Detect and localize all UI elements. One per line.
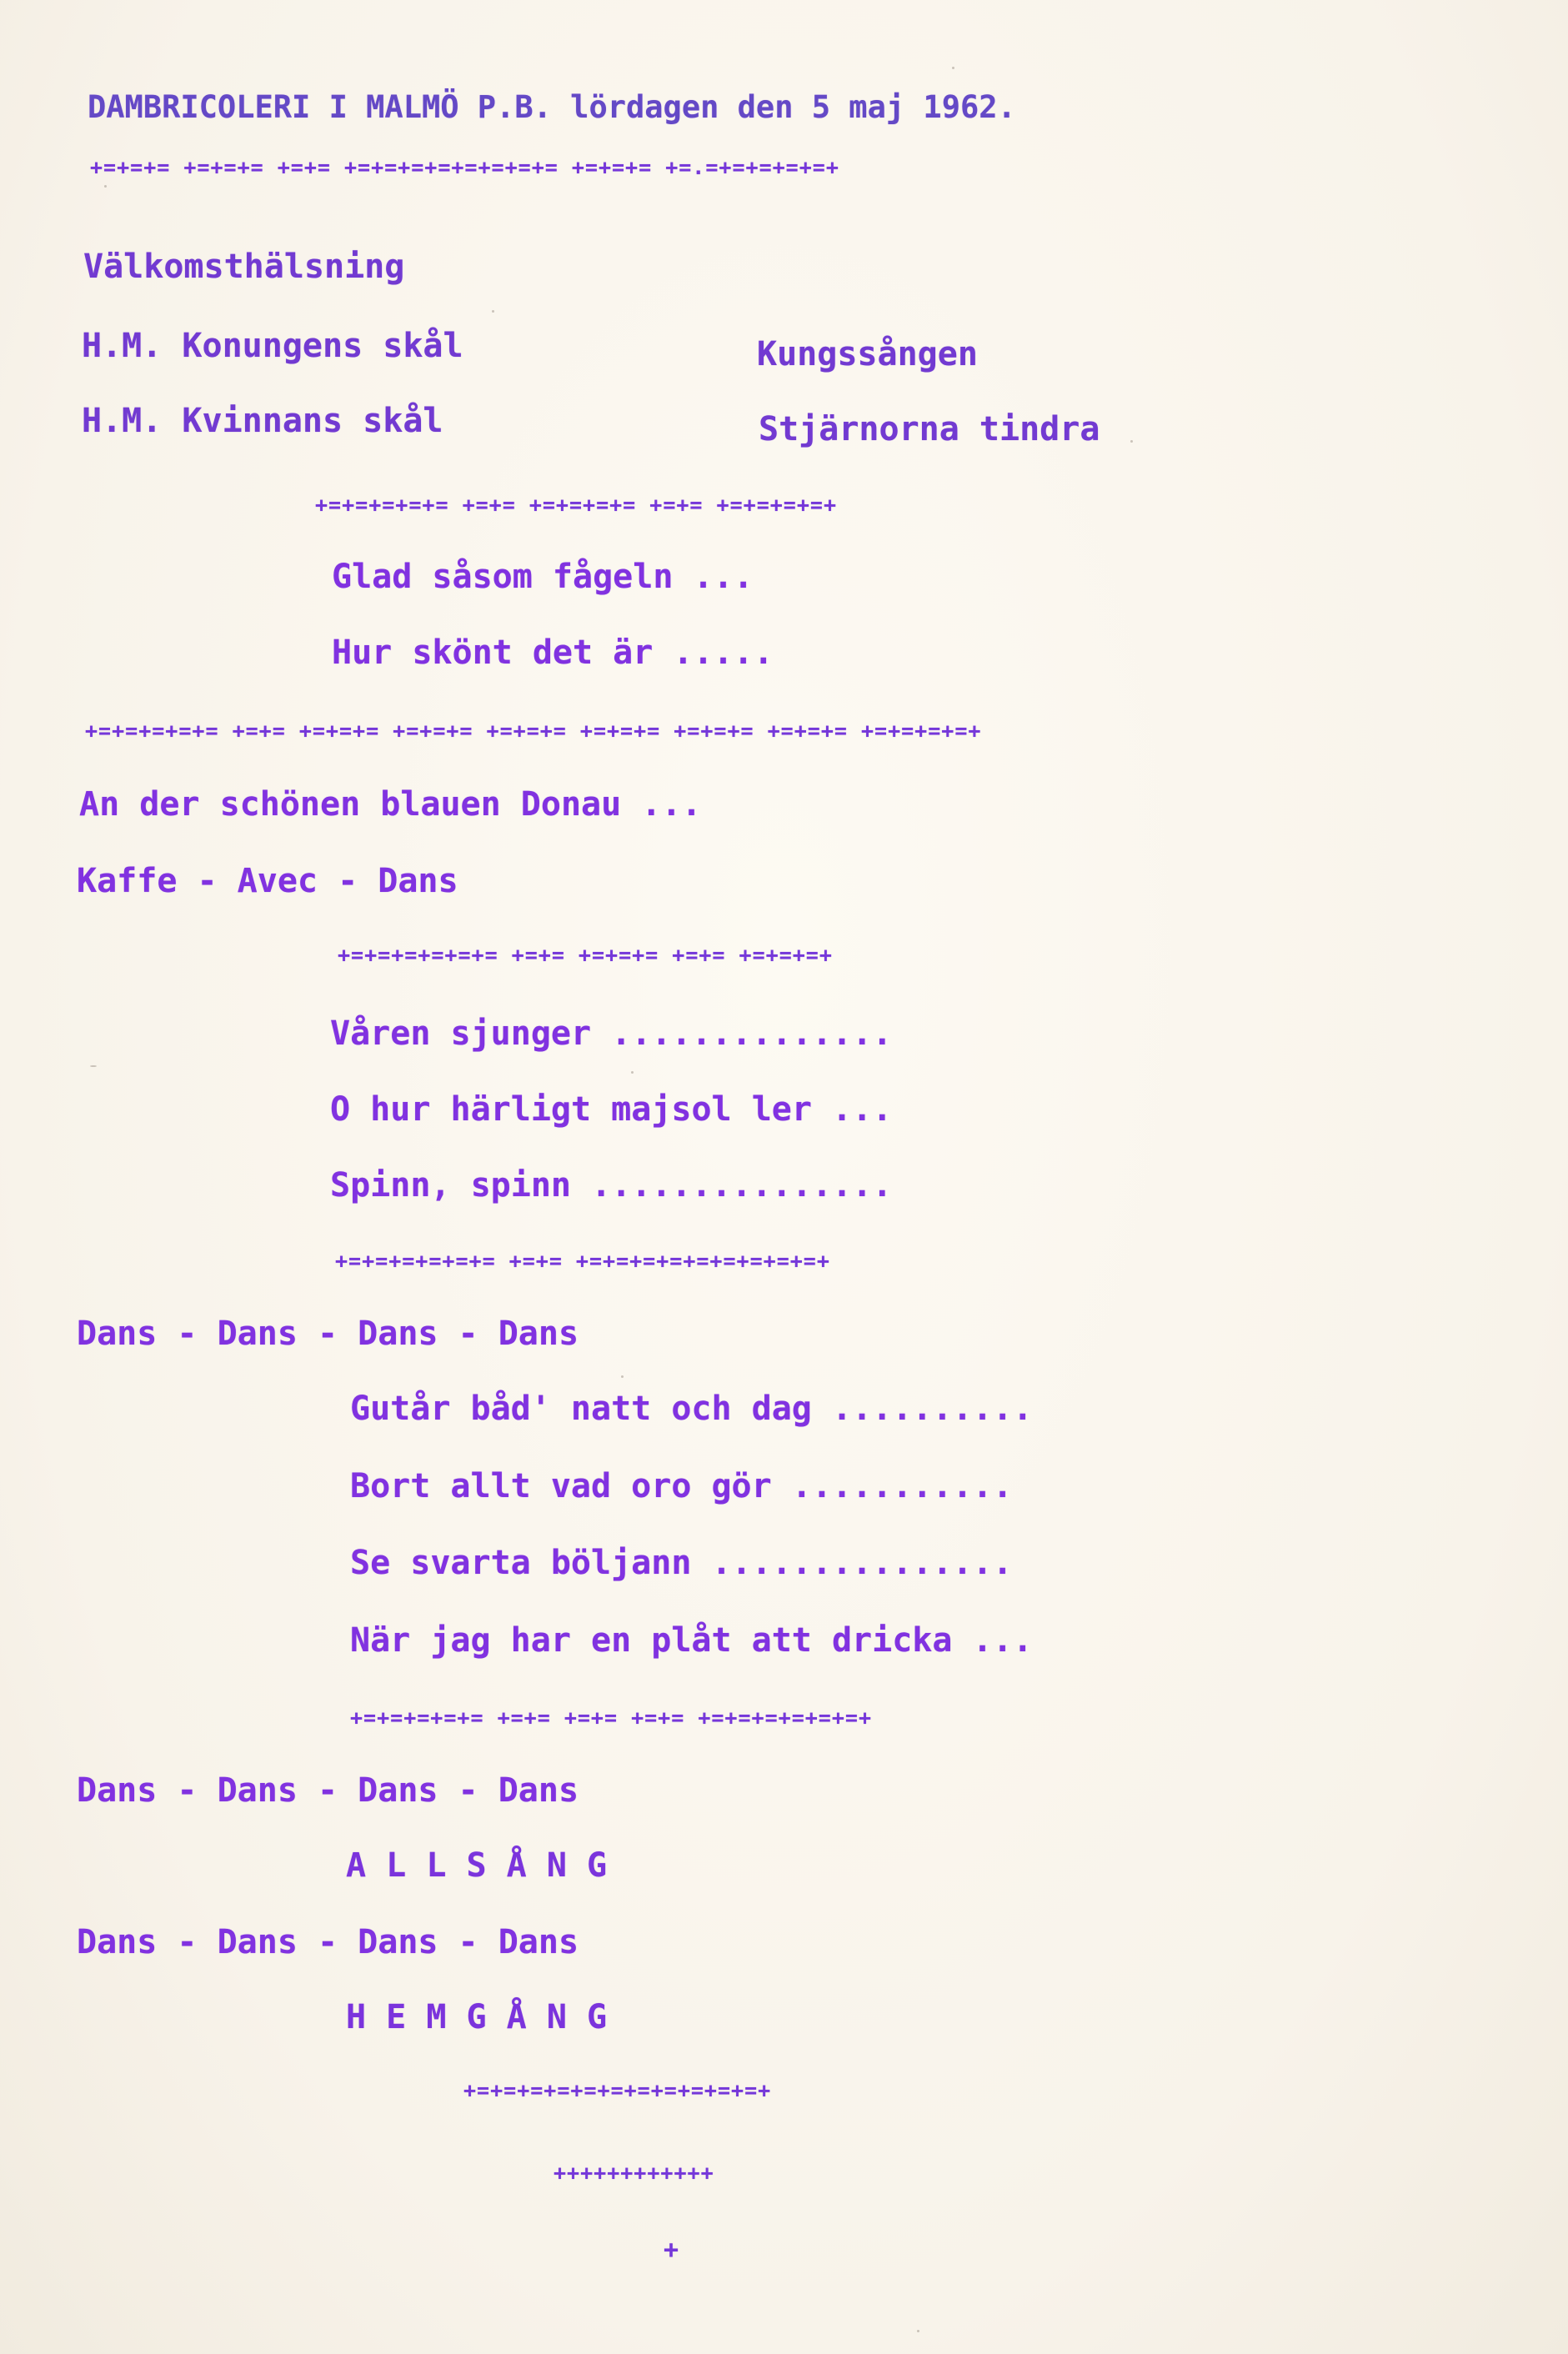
ornament-1: +=+=+=+=+= +=+= +=+=+=+= +=+= +=+=+=+=+ (315, 493, 837, 517)
toast-woman: H.M. Kvinnans skål (82, 402, 443, 440)
song-stjarnorna: Stjärnorna tindra (759, 410, 1100, 448)
ornament-5: +=+=+=+=+= +=+= +=+= +=+= +=+=+=+=+=+=+ (350, 1705, 872, 1730)
song-kungssangen: Kungssången (757, 335, 978, 373)
song-line-3: Våren sjunger .............. (330, 1014, 893, 1053)
song-line-1: Glad såsom fågeln ... (332, 558, 754, 596)
paper-speck (621, 1375, 624, 1378)
waltz-line: An der schönen blauen Donau ... (79, 785, 702, 824)
song-line-7: Bort allt vad oro gör ........... (350, 1467, 1013, 1505)
ornament-final: + (664, 2236, 680, 2265)
coffee-line: Kaffe - Avec - Dans (77, 862, 458, 900)
paper-speck (631, 1071, 634, 1074)
hemgang-heading: H E M G Å N G (346, 1998, 608, 2036)
toast-king: H.M. Konungens skål (82, 327, 463, 365)
ornament-top: +=+=+= +=+=+= +=+= +=+=+=+=+=+=+=+= +=+=+= +=.=+=+=+=+=+ (90, 155, 839, 179)
paper-speck (1130, 440, 1133, 443)
paper-speck (917, 2330, 919, 2332)
dance-line-3: Dans - Dans - Dans - Dans (77, 1923, 579, 1961)
page-title: DAMBRICOLERI I MALMÖ P.B. lördagen den 5 maj 1962. (88, 89, 1016, 125)
ornament-4: +=+=+=+=+=+= +=+= +=+=+=+=+=+=+=+=+=+ (335, 1249, 830, 1273)
paper-speck (492, 310, 494, 313)
song-line-8: Se svarta böljann ............... (350, 1544, 1013, 1582)
ornament-3: +=+=+=+=+=+= +=+= +=+=+= +=+= +=+=+=+ (338, 943, 833, 967)
welcome-line: Välkomsthälsning (83, 248, 405, 286)
allsang-heading: A L L S Å N G (346, 1846, 608, 1885)
song-line-2: Hur skönt det är ..... (332, 634, 774, 672)
ornament-7: ++++++++++++ (554, 2161, 714, 2185)
dance-line-1: Dans - Dans - Dans - Dans (77, 1315, 579, 1353)
ornament-6: +=+=+=+=+=+=+=+=+=+=+=+ (463, 2078, 772, 2102)
song-line-9: När jag har en plåt att dricka ... (350, 1621, 1033, 1660)
song-line-4: O hur härligt majsol ler ... (330, 1090, 893, 1129)
song-line-6: Gutår båd' natt och dag .......... (350, 1390, 1033, 1428)
dance-line-2: Dans - Dans - Dans - Dans (77, 1771, 579, 1810)
paper-speck (952, 67, 954, 69)
ornament-2: +=+=+=+=+= +=+= +=+=+= +=+=+= +=+=+= +=+=+= +=+=+= +=+=+= +=+=+=+=+ (85, 719, 982, 743)
song-line-5: Spinn, spinn ............... (330, 1166, 893, 1205)
paper-speck (90, 1065, 97, 1067)
paper-speck (104, 185, 107, 188)
